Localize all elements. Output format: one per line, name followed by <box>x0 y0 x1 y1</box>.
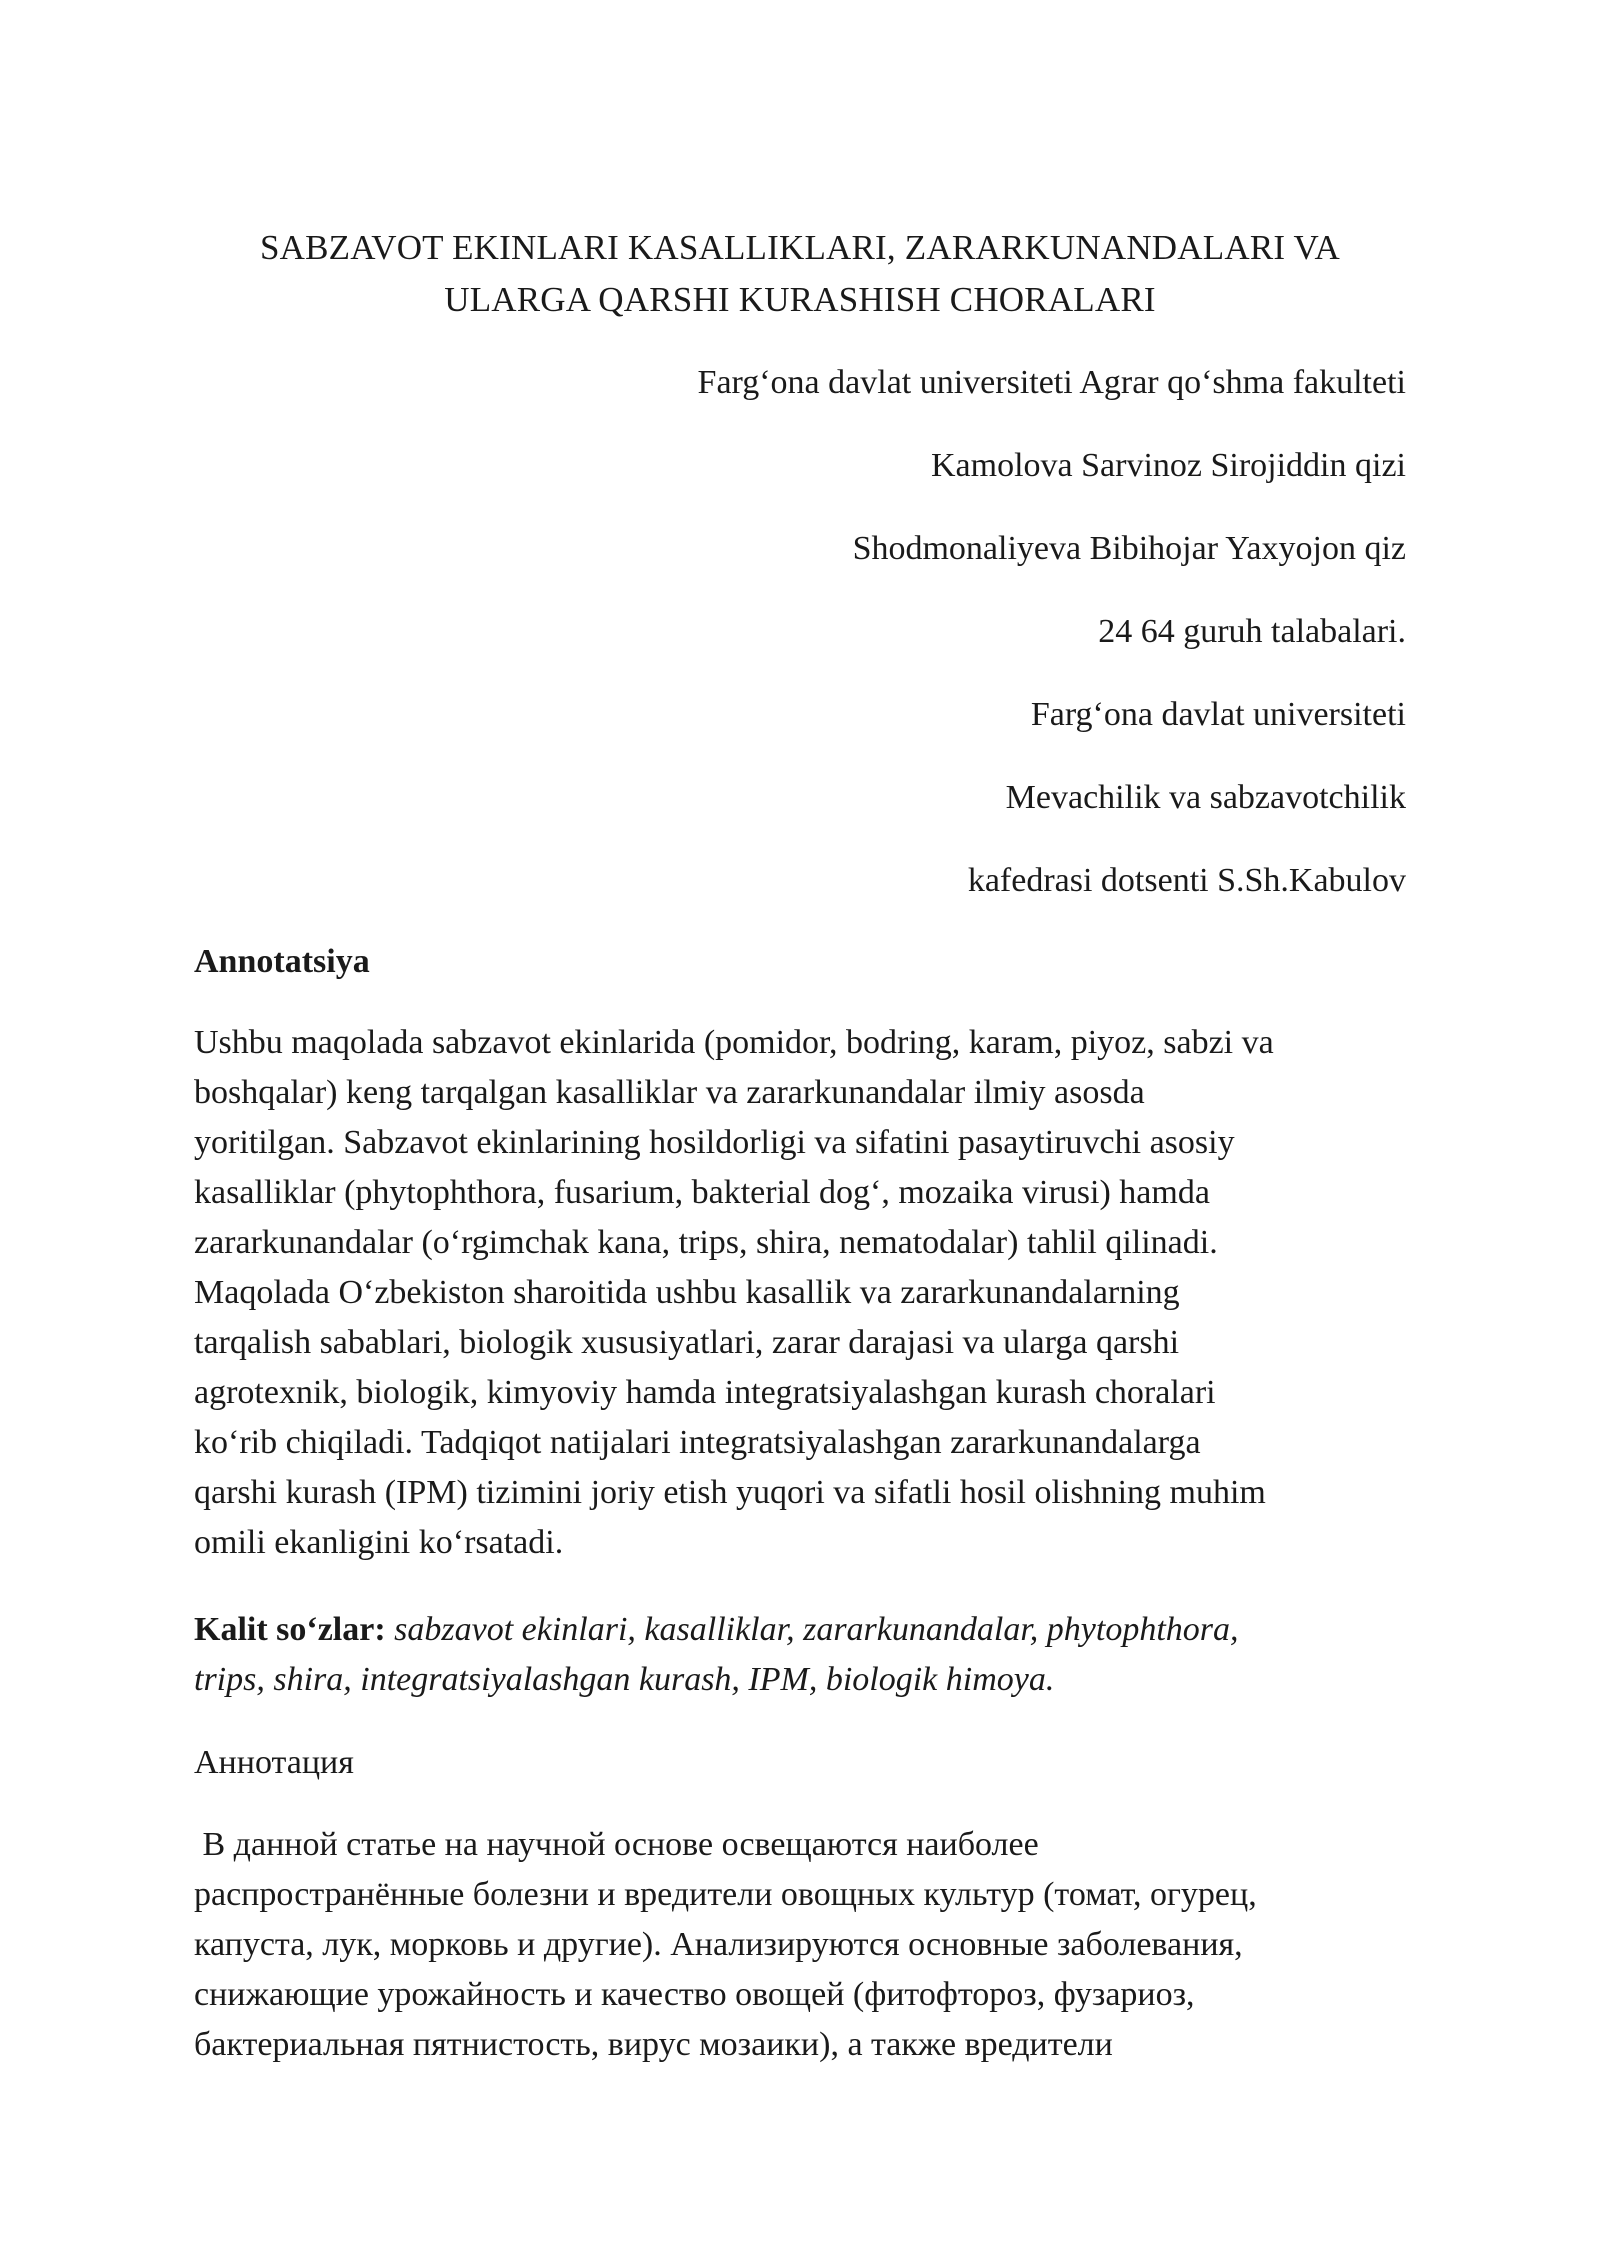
paragraph-line: бактериальная пятнистость, вирус мозаики), а также вредители <box>194 2026 1113 2063</box>
paragraph-line: omili ekanligini ko‘rsatadi. <box>194 1524 564 1561</box>
paragraph-line: капуста, лук, морковь и другие). Анализируются основные заболевания, <box>194 1926 1243 1963</box>
paragraph-line: ko‘rib chiqiladi. Tadqiqot natijalari integratsiyalashgan zararkunandalarga <box>194 1424 1201 1461</box>
paragraph-line: agrotexnik, biologik, kimyoviy hamda integratsiyalashgan kurash choralari <box>194 1374 1216 1411</box>
supervisor: kafedrasi dotsenti S.Sh.Kabulov <box>967 862 1406 899</box>
keywords-line-2: trips, shira, integratsiyalashgan kurash, IPM, biologik himoya. <box>194 1661 1055 1698</box>
paragraph-line: В данной статье на научной основе освещаются наиболее <box>194 1826 1039 1863</box>
affiliation-faculty: Farg‘ona davlat universiteti Agrar qo‘shma fakulteti <box>697 364 1406 401</box>
keywords-block <box>194 1605 1424 1705</box>
keywords-list: sabzavot ekinlari, kasalliklar, zararkunandalar, phytophthora, <box>385 1611 1239 1648</box>
annotation-uz-heading: Annotatsiya <box>194 943 370 980</box>
paragraph-line: tarqalish sabablari, biologik xususiyatlari, zarar darajasi va ularga qarshi <box>194 1324 1180 1361</box>
paper-title <box>180 222 1420 326</box>
author-2: Shodmonaliyeva Bibihojar Yaxyojon qiz <box>852 530 1406 567</box>
paragraph-line: kasalliklar (phytophthora, fusarium, bakterial dog‘, mozaika virusi) hamda <box>194 1174 1210 1211</box>
paragraph-line: zararkunandalar (o‘rgimchak kana, trips, shira, nematodalar) tahlil qilinadi. <box>194 1224 1218 1261</box>
title-line-1: SABZAVOT EKINLARI KASALLIKLARI, ZARARKUNANDALARI VA <box>260 228 1340 267</box>
paragraph-line: снижающие урожайность и качество овощей (фитофтороз, фузариоз, <box>194 1976 1195 2013</box>
affiliation-department: Mevachilik va sabzavotchilik <box>1005 779 1406 816</box>
paragraph-line: boshqalar) keng tarqalgan kasalliklar va zararkunandalar ilmiy asosda <box>194 1074 1145 1111</box>
annotation-ru-paragraph <box>194 1820 1424 2070</box>
author-1: Kamolova Sarvinoz Sirojiddin qizi <box>931 447 1406 484</box>
paragraph-line: Ushbu maqolada sabzavot ekinlarida (pomidor, bodring, karam, piyoz, sabzi va <box>194 1024 1274 1061</box>
student-group: 24 64 guruh talabalari. <box>1098 613 1406 650</box>
paragraph-line: qarshi kurash (IPM) tizimini joriy etish yuqori va sifatli hosil olishning muhim <box>194 1474 1266 1511</box>
affiliation-university: Farg‘ona davlat universiteti <box>1030 696 1406 733</box>
keywords-label: Kalit so‘zlar: <box>194 1611 386 1648</box>
annotation-uz-paragraph <box>194 1018 1424 1568</box>
paragraph-line: распространённые болезни и вредители овощных культур (томат, огурец, <box>194 1876 1257 1913</box>
title-line-2: ULARGA QARSHI KURASHISH CHORALARI <box>444 280 1156 319</box>
paragraph-line: yoritilgan. Sabzavot ekinlarining hosildorligi va sifatini pasaytiruvchi asosiy <box>194 1124 1235 1161</box>
paragraph-line: Maqolada O‘zbekiston sharoitida ushbu kasallik va zararkunandalarning <box>194 1274 1180 1311</box>
annotation-ru-heading: Аннотация <box>194 1744 354 1781</box>
author-affiliation-block <box>406 358 1406 939</box>
keywords-line-1 <box>194 1605 1424 1655</box>
